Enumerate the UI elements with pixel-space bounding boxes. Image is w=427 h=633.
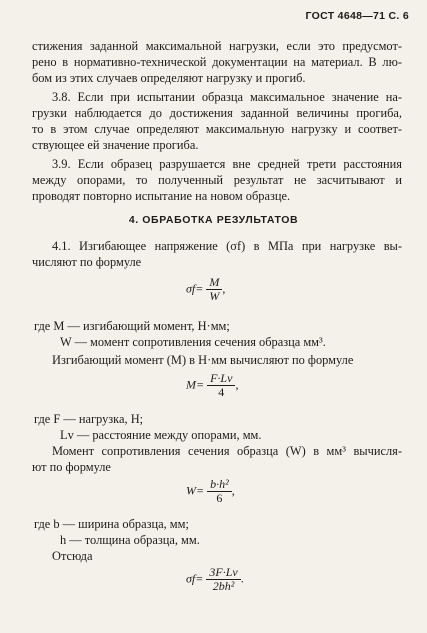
where-line: Lv — расстояние между опорами, мм.: [60, 428, 262, 442]
text-line: 3.8. Если при испытании образца максимальное значение на-: [52, 90, 402, 104]
text-line: 4.1. Изгибающее напряжение (σf) в МПа при нагрузке вы-: [52, 239, 402, 253]
text-line: бом из этих случаев определяют нагрузку и прогиб.: [32, 71, 306, 85]
formula-section-modulus: W= $\frac{\text{b·h²}}{6}$ ,: [186, 477, 235, 505]
formula-sigma-m-w: σf= $\frac{M}{W}$ ,: [186, 275, 226, 303]
where-line: где F — нагрузка, Н;: [34, 412, 144, 426]
text-line: грузки наблюдается до достижения заданной величины прогиба,: [32, 106, 402, 120]
where-line: W — момент сопротивления сечения образца мм³.: [60, 335, 326, 349]
where-line: где M — изгибающий момент, Н·мм;: [34, 319, 230, 333]
where-line: h — толщина образца, мм.: [60, 533, 200, 547]
text-line: Момент сопротивления сечения образца (W) в мм³ вычисля-: [52, 444, 402, 458]
text-line: числяют по формуле: [32, 255, 142, 269]
text-line: то в этом случае определяют максимальную нагрузку и соответ-: [32, 122, 402, 136]
text-line: ствующее ей значение прогиба.: [32, 138, 199, 152]
section-title: 4. ОБРАБОТКА РЕЗУЛЬТАТОВ: [128, 214, 299, 226]
text-line: рено в нормативно-технической документации на материал. В лю-: [32, 55, 402, 69]
where-line: где b — ширина образца, мм;: [34, 517, 189, 531]
text-line: ют по формуле: [32, 460, 111, 474]
text-line: проводят повторно испытание на новом образце.: [32, 189, 291, 203]
text-line: Изгибающий момент (M) в Н·мм вычисляют по формуле: [52, 353, 354, 367]
page-header: ГОСТ 4648—71 С. 6: [305, 10, 409, 22]
formula-sigma-final: σf= $\frac{3F\cdot Lv}{\text{2bh²}}$ .: [186, 565, 244, 593]
text-line: стижения заданной максимальной нагрузки, если это предусмот-: [32, 39, 402, 53]
formula-moment: M= $\frac{F\cdot Lv}{4}$ ,: [186, 371, 239, 399]
text-line: 3.9. Если образец разрушается вне средней трети расстояния: [52, 157, 402, 171]
text-line: Отсюда: [52, 549, 93, 563]
text-line: между опорами, то полученный результат не засчитывают и: [32, 173, 402, 187]
